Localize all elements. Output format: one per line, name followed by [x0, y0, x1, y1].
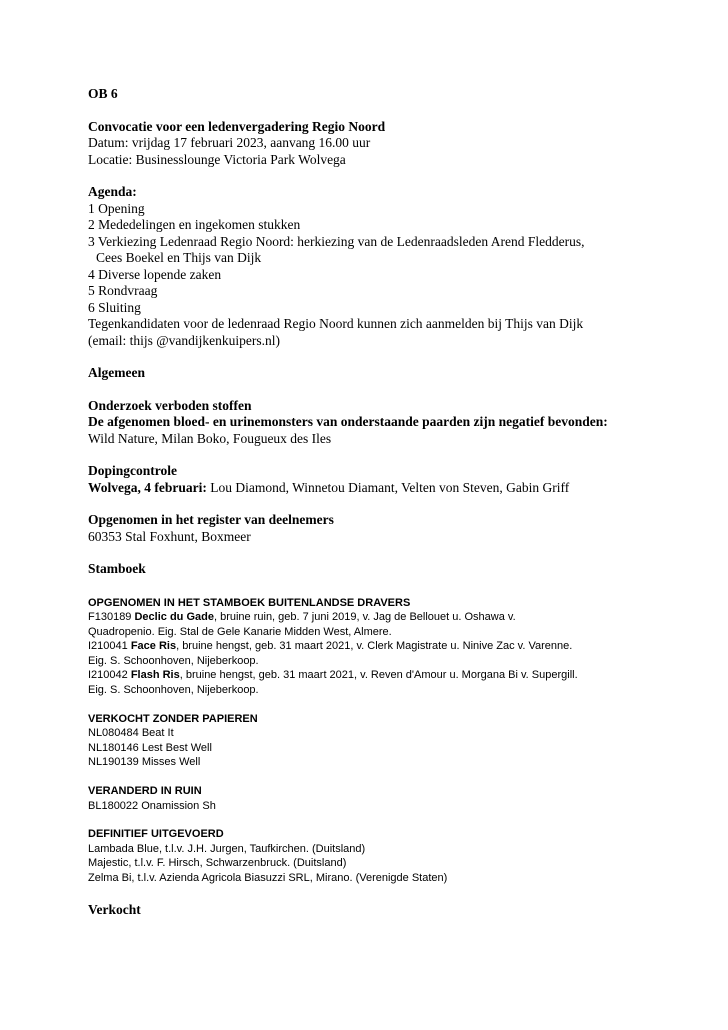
agenda-item: 4 Diverse lopende zaken	[88, 266, 222, 282]
ob-title: OB 6	[88, 86, 118, 101]
doping-line	[88, 480, 648, 497]
convocatie-locatie: Locatie: Businesslounge Victoria Park Wolvega	[88, 151, 346, 167]
onderzoek-section	[88, 398, 648, 448]
verkocht-zonder-heading: VERKOCHT ZONDER PAPIEREN	[88, 712, 258, 725]
buitenlandse-entry	[88, 639, 648, 668]
list-item: NL080484 Beat It	[88, 727, 174, 740]
agenda-heading: Agenda:	[88, 184, 137, 199]
entry-owner: Eig. S. Schoonhoven, Nijeberkoop.	[88, 684, 259, 697]
buitenlandse-heading: OPGENOMEN IN HET STAMBOEK BUITENLANDSE DRAVERS	[88, 596, 411, 609]
convocatie-heading: Convocatie voor een ledenvergadering Regio Noord	[88, 118, 386, 134]
entry-code: I210041	[88, 640, 131, 653]
entry-horse-name: Face Ris	[130, 640, 177, 653]
onderzoek-horses: Wild Nature, Milan Boko, Fougueux des Iles	[88, 430, 332, 446]
list-item: Majestic, t.l.v. F. Hirsch, Schwarzenbruck. (Duitsland)	[88, 857, 347, 870]
register-section	[88, 512, 648, 545]
convocatie-datum: Datum: vrijdag 17 februari 2023, aanvang 16.00 uur	[88, 135, 371, 150]
list-item: BL180022 Onamission Sh	[88, 799, 216, 812]
doping-section	[88, 463, 648, 496]
entry-owner: Quadropenio. Eig. Stal de Gele Kanarie Midden West, Almere.	[88, 625, 392, 638]
doping-label: Wolvega, 4 februari:	[88, 479, 207, 495]
agenda-item: 3 Verkiezing Ledenraad Regio Noord: herkiezing van de Ledenraadsleden Arend Fledderus,	[88, 233, 585, 249]
entry-details: , bruine hengst, geb. 31 maart 2021, v. Reven d'Amour u. Morgana Bi v. Supergill.	[179, 669, 578, 682]
onderzoek-heading: Onderzoek verboden stoffen	[88, 397, 252, 413]
list-item: Lambada Blue, t.l.v. J.H. Jurgen, Taufkirchen. (Duitsland)	[88, 842, 366, 855]
agenda-item: 2 Mededelingen en ingekomen stukken	[88, 217, 301, 232]
agenda-section	[88, 184, 648, 349]
agenda-item-continuation: Cees Boekel en Thijs van Dijk	[96, 250, 262, 265]
buitenlandse-entry	[88, 610, 648, 639]
onderzoek-statement: De afgenomen bloed- en urinemonsters van onderstaande paarden zijn negatief bevonden:	[88, 414, 608, 429]
doping-heading: Dopingcontrole	[88, 463, 178, 478]
verkocht-heading: Verkocht	[88, 901, 141, 917]
convocatie-section	[88, 119, 648, 169]
agenda-item: 6 Sluiting	[88, 299, 141, 315]
register-entry: 60353 Stal Foxhunt, Boxmeer	[88, 528, 251, 544]
list-item: NL190139 Misses Well	[88, 756, 201, 769]
list-item: NL180146 Lest Best Well	[88, 741, 212, 754]
register-heading: Opgenomen in het register van deelnemers	[88, 512, 334, 527]
agenda-item: 1 Opening	[88, 200, 145, 216]
entry-horse-name: Declic du Gade	[134, 611, 214, 624]
entry-details: , bruine hengst, geb. 31 maart 2021, v. Clerk Magistrate u. Ninive Zac v. Varenne.	[176, 640, 573, 653]
entry-code: I210042	[88, 669, 131, 682]
document-page	[88, 86, 648, 918]
agenda-note: Tegenkandidaten voor de ledenraad Regio Noord kunnen zich aanmelden bij Thijs van Dijk	[88, 316, 584, 331]
list-item: Zelma Bi, t.l.v. Azienda Agricola Biasuzzi SRL, Mirano. (Verenigde Staten)	[88, 872, 448, 884]
entry-code: F130189	[88, 611, 135, 624]
buitenlandse-entry	[88, 668, 648, 697]
uitgevoerd-heading: DEFINITIEF UITGEVOERD	[88, 828, 224, 841]
agenda-note-email: (email: thijs @vandijkenkuipers.nl)	[88, 332, 281, 348]
entry-owner: Eig. S. Schoonhoven, Nijeberkoop.	[88, 654, 259, 667]
entry-details: , bruine ruin, geb. 7 juni 2019, v. Jag de Bellouet u. Oshawa v.	[213, 611, 516, 624]
ruin-heading: VERANDERD IN RUIN	[88, 785, 202, 798]
doping-horses: Lou Diamond, Winnetou Diamant, Velten von Steven, Gabin Griff	[206, 479, 570, 495]
agenda-item: 5 Rondvraag	[88, 283, 158, 298]
algemeen-heading: Algemeen	[88, 365, 145, 380]
stamboek-heading: Stamboek	[88, 561, 146, 576]
entry-horse-name: Flash Ris	[130, 669, 180, 682]
stamboek-section	[88, 561, 648, 886]
